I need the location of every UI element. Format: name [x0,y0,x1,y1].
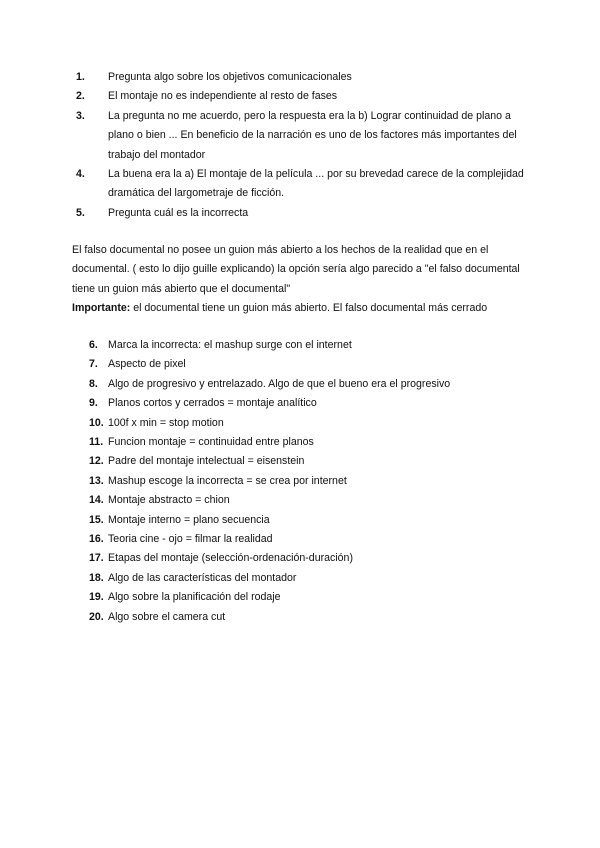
item-text: Padre del montaje intelectual = eisenstein [108,455,305,468]
item-number: 11. [89,436,104,449]
item-text: Pregunta algo sobre los objetivos comunicacionales [108,71,352,83]
item-number: 5. [76,206,85,219]
item-text: Mashup escoge la incorrecta = se crea por internet [108,474,347,487]
list-item [0,355,600,374]
list-item [0,549,600,568]
item-number: 18. [89,571,104,584]
list-item [0,414,600,433]
item-number: 14. [89,494,104,507]
item-number: 16. [89,533,104,546]
item-number: 4. [76,168,85,181]
item-number: 10. [89,416,104,429]
item-number: 2. [76,90,85,103]
question-list-second [0,336,600,627]
item-number: 3. [76,109,85,122]
item-number: 8. [89,377,98,390]
list-item [0,336,600,355]
item-number: 1. [76,71,85,83]
list-item [0,394,600,413]
item-number: 7. [89,358,98,371]
item-text: Aspecto de pixel [108,358,186,371]
item-text: El montaje no es independiente al resto de fases [108,90,338,103]
list-item [0,588,600,607]
item-text: Marca la incorrecta: el mashup surge con el internet [108,339,352,351]
item-text: Funcion montaje = continuidad entre planos [108,436,314,449]
item-number: 6. [89,339,98,351]
item-text: Algo de las características del montador [108,571,297,584]
list-item [0,569,600,588]
list-item [0,530,600,549]
list-item [0,608,600,627]
item-number: 20. [89,610,104,623]
item-number: 19. [89,591,104,604]
item-number: 12. [89,455,104,468]
list-item [0,165,600,204]
list-item [0,511,600,530]
item-text: Planos cortos y cerrados = montaje analítico [108,397,317,410]
item-number: 17. [89,552,104,565]
list-item [0,452,600,471]
item-text: Montaje interno = plano secuencia [108,513,270,526]
question-list-first [0,68,600,223]
important-text: el documental tiene un guion más abierto. El falso documental más cerrado [130,302,488,315]
important-label: Importante: [72,302,131,315]
falso-documental-paragraph [72,241,532,319]
item-text: Teoria cine - ojo = filmar la realidad [108,533,273,546]
item-number: 13. [89,474,104,487]
item-number: 15. [89,513,104,526]
list-item [0,433,600,452]
item-text: Algo sobre la planificación del rodaje [108,591,281,604]
important-note [72,299,532,318]
item-text: Pregunta cuál es la incorrecta [108,206,249,219]
item-text: La pregunta no me acuerdo, pero la respuesta era la b) Lograr continuidad de plano a plano o bien ... En beneficio de la narración es uno de los factores más importantes del trabajo del montador [108,109,517,161]
list-item [0,375,600,394]
item-text: Algo de progresivo y entrelazado. Algo de que el bueno era el progresivo [108,377,451,390]
item-text: 100f x min = stop motion [108,416,224,429]
list-item [0,107,600,165]
list-item [0,491,600,510]
item-text: Algo sobre el camera cut [108,610,226,623]
paragraph-text: El falso documental no posee un guion más abierto a los hechos de la realidad que en el documental. ( esto lo dijo guille explicando) la opción sería algo parecido a "el falso documental tiene un guion más abierto que el documental" [72,244,520,295]
list-item [0,472,600,491]
list-item [0,87,600,106]
item-number: 9. [89,397,98,410]
list-item [0,68,600,87]
item-text: La buena era la a) El montaje de la película ... por su brevedad carece de la complejidad dramática del largometraje de ficción. [108,168,524,200]
item-text: Montaje abstracto = chion [108,494,230,507]
item-text: Etapas del montaje (selección-ordenación-duración) [108,552,353,565]
list-item [0,204,600,223]
